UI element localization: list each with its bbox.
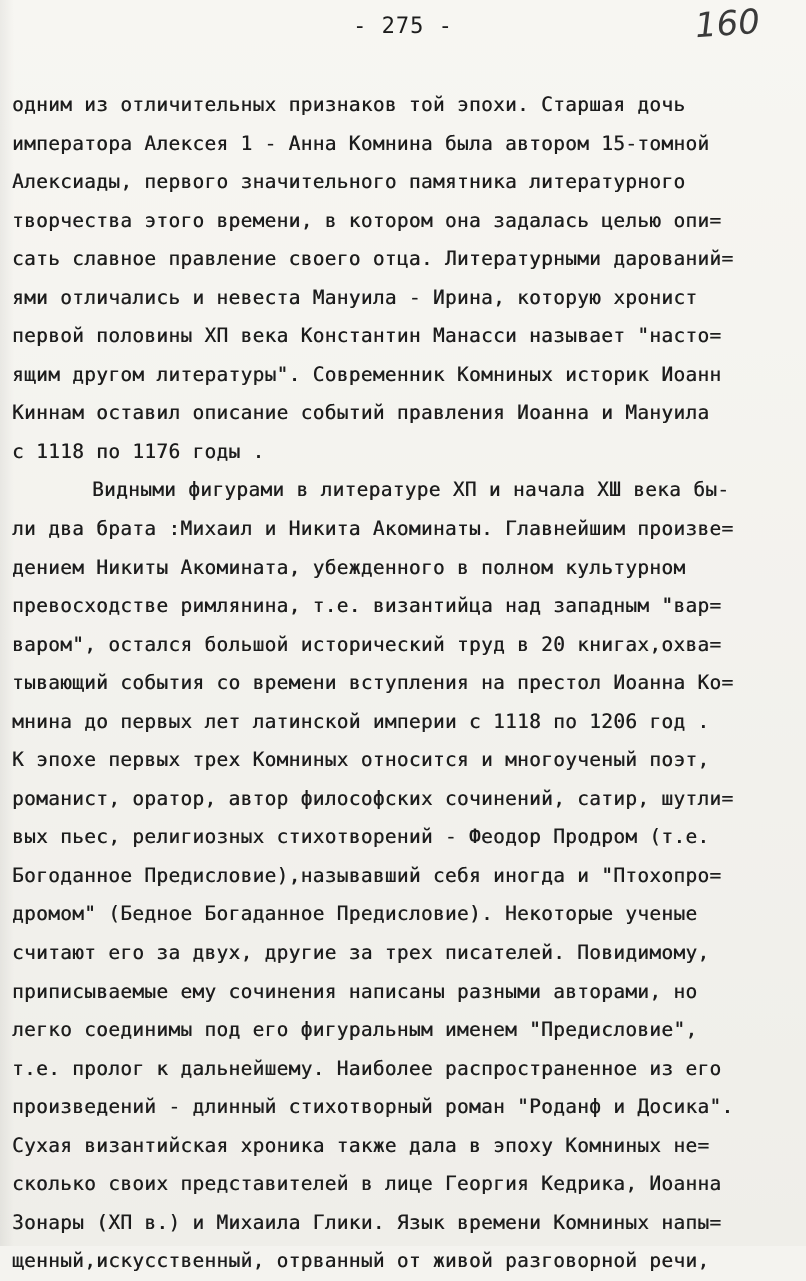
text-line: произведений - длинный стихотворный роман "Роданф и Досика". — [12, 1095, 734, 1119]
text-line: романист, оратор, автор философских сочинений, сатир, шутли= — [12, 786, 734, 810]
text-line: одним из отличительных признаков той эпохи. Старшая дочь — [12, 93, 686, 116]
text-line: вых пьес, религиозных стихотворений - Феодор Продром (т.е. — [12, 825, 710, 849]
text-line: дением Никиты Акомината, убежденного в полном культурном — [12, 555, 686, 579]
text-line: К эпохе первых трех Комниных относится и многоученый поэт, — [12, 748, 710, 772]
text-line: дромом" (Бедное Богаданное Предисловие). Некоторые ученые — [12, 902, 698, 926]
text-line: с 1118 по 1176 годы . — [12, 439, 265, 463]
handwritten-folio-number: 160 — [693, 1, 762, 47]
text-line: императора Алексея 1 - Анна Комнина была автором 15-томной — [12, 131, 710, 155]
text-line: мнина до первых лет латинской империи с 1118 по 1206 год . — [12, 709, 710, 733]
text-line: варом", остался большой исторический труд в 20 книгах,охва= — [12, 632, 722, 656]
text-line: сколько своих представителей в лице Георгия Кедрика, Иоанна — [12, 1172, 722, 1196]
text-line: превосходстве римлянина, т.е. византийца над западным "вар= — [12, 594, 722, 618]
paragraph-start-line: Видными фигурами в литературе XП и начала XШ века бы- — [92, 478, 730, 502]
text-line: Киннам оставил описание событий правления Иоанна и Мануила — [12, 401, 710, 425]
text-line: сать славное правление своего отца. Литературными дарований= — [12, 247, 734, 271]
body-text — [12, 86, 802, 1281]
text-line: легко соединимы под его фигуральным именем "Предисловие", — [12, 1018, 698, 1042]
text-line: ями отличались и невеста Мануила - Ирина, которую хронист — [12, 285, 698, 309]
text-line: т.е. пролог к дальнейшему. Наиболее распространенное из его — [12, 1056, 722, 1080]
text-line: творчества этого времени, в котором она задалась целью опи= — [12, 208, 722, 232]
text-line: ли два брата :Михаил и Никита Акоминаты. Главнейшим произве= — [12, 517, 734, 541]
page-number: - 275 - — [353, 14, 453, 39]
text-line: ящим другом литературы". Современник Комниных историк Иоанн — [12, 362, 722, 386]
text-line: считают его за двух, другие за трех писателей. Повидимому, — [12, 941, 710, 965]
text-line: Сухая византийская хроника также дала в эпоху Комниных не= — [12, 1133, 710, 1157]
text-line: Богоданное Предисловие),называвший себя иногда и "Птохопро= — [12, 863, 722, 887]
text-line: первой половины XП века Константин Манасси называет "насто= — [12, 324, 722, 348]
text-line: приписываемые ему сочинения написаны разными авторами, но — [12, 979, 698, 1003]
text-line: Зонары (XП в.) и Михаила Глики. Язык времени Комниных напы= — [12, 1210, 722, 1234]
text-line: щенный,искусственный, отрванный от живой разговорной речи, — [12, 1249, 710, 1273]
text-line: Алексиады, первого значительного памятника литературного — [12, 170, 686, 194]
text-line: тывающий события со времени вступления на престол Иоанна Ко= — [12, 671, 734, 695]
